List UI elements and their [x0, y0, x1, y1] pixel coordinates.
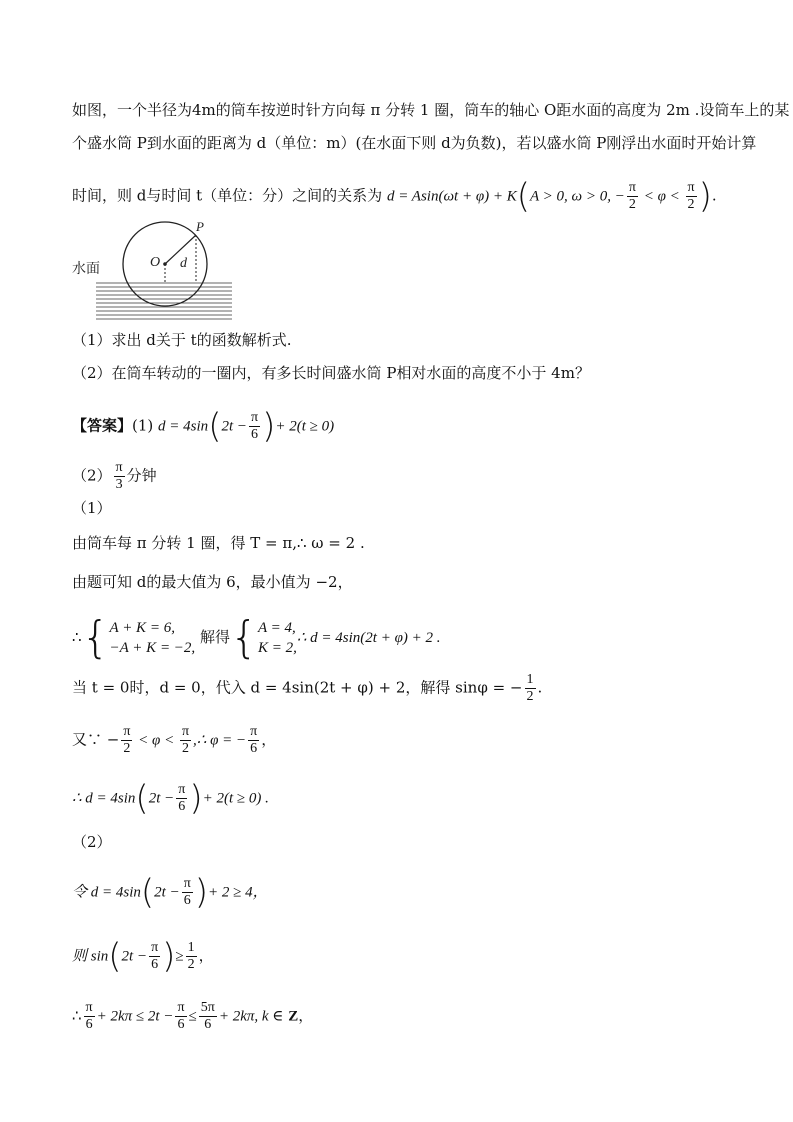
- answer-unit: 分钟: [126, 466, 157, 485]
- solution-1-line-1: 由筒车每 π 分转 1 圈，得 T = π,∴ ω = 2 .: [72, 534, 365, 552]
- solve-word: 解得: [199, 628, 230, 646]
- answer-formula: d = 4sin: [158, 418, 209, 435]
- solution-2-line-1: 令 d = 4sin(2t − $\frac{\pi}{6}$ )+ 2 ≥ 4，: [72, 872, 268, 913]
- solution-2-line-3-c: ≤: [188, 1008, 197, 1025]
- water-label: 水面: [72, 262, 100, 277]
- solution-2-line-1-a: 令 d = 4sin: [72, 884, 141, 901]
- equation-system-1: A + K = 6, −A + K = −2,: [109, 620, 196, 656]
- problem-line-3-text: 时间，则 d与时间 t（单位：分）之间的关系为: [72, 186, 387, 205]
- label-o: O: [150, 255, 161, 270]
- paren-close: ): [698, 176, 712, 217]
- equation-system-2: A = 4, K = 2,: [257, 620, 297, 656]
- problem-line-3: 时间，则 d与时间 t（单位：分）之间的关系为 d = Asin(ωt + φ) + K(A > 0, ω > 0, − $\frac{\pi}{2}$ < φ < $\frac{\pi}{2}$ ).: [72, 176, 717, 217]
- solution-2-line-3: ∴ $\frac{\pi}{6}$ + 2kπ ≤ 2t − $\frac{\pi}{6}$ ≤ $\frac{5\pi}{6}$ + 2kπ, k ∈ Z，: [72, 1000, 314, 1032]
- answer-tag: 【答案】: [72, 416, 133, 435]
- solution-2-line-2-tail: ≥: [175, 948, 184, 965]
- solution-1-line-5-b: < φ <: [134, 732, 178, 749]
- fraction-pi-over-6: $\frac{\pi}{6}$: [251, 410, 259, 442]
- solution-2-line-2-inner: 2t −: [121, 948, 148, 965]
- paren-open: (: [516, 176, 531, 217]
- solution-2-line-3-a: ∴: [72, 1006, 82, 1025]
- waterwheel-figure: [72, 215, 242, 325]
- fraction-1-over-2: $\frac{1}{2}$: [526, 672, 534, 704]
- label-d: d: [180, 256, 187, 271]
- water-hatching: [96, 283, 232, 319]
- solution-1-line-2: 由题可知 d的最大值为 6，最小值为 −2，: [72, 573, 353, 591]
- answer-inner: 2t −: [221, 418, 247, 435]
- solution-2-line-1-inner: 2t −: [154, 884, 180, 901]
- solution-1-line-4: 当 t = 0时，d = 0，代入 d = 4sin(2t + φ) + 2，解得 sinφ = − $\frac{1}{2}$ .: [72, 672, 543, 704]
- solution-1-line-5-a: 又∵ −: [72, 730, 120, 749]
- answer-tail: + 2(t ≥ 0): [275, 418, 335, 435]
- problem-line-2: 个盛水筒 P到水面的距离为 d（单位：m）(在水面下则 d为负数)，若以盛水筒 P刚浮出水面时开始计算: [72, 134, 757, 152]
- solution-1-line-3: ∴{ A + K = 6, −A + K = −2, 解得{ A = 4, K = 2, ∴ d = 4sin(2t + φ) + 2 .: [72, 612, 441, 663]
- fraction-pi-over-2b: $\frac{\pi}{2}$: [687, 180, 695, 212]
- fraction-pi-over-2: $\frac{\pi}{2}$: [628, 180, 636, 212]
- solution-2-label: （2）: [72, 833, 112, 851]
- condition-text: A > 0, ω > 0, −: [530, 188, 625, 205]
- solution-2-line-3-end: ，: [298, 1006, 314, 1025]
- therefore-symbol: ∴: [72, 628, 82, 646]
- solution-2-line-2: 则 sin(2t − $\frac{\pi}{6}$ )≥ $\frac{1}{2}$ ，: [72, 936, 214, 977]
- center-dot: [163, 262, 167, 266]
- condition-mid: < φ <: [639, 188, 684, 205]
- solution-1-line-5: 又∵ − $\frac{\pi}{2}$ < φ < $\frac{\pi}{2}$ ,∴ φ = − $\frac{\pi}{6}$ ，: [72, 724, 277, 756]
- relation-formula: d = Asin(ωt + φ) + K: [386, 188, 517, 205]
- solution-2-line-3-b: + 2kπ ≤ 2t −: [96, 1008, 174, 1025]
- solution-1-line-6: ∴ d = 4sin(2t − $\frac{\pi}{6}$ )+ 2(t ≥ 0) .: [72, 778, 269, 819]
- solution-1-line-6-a: ∴ d = 4sin: [72, 790, 136, 807]
- solution-2-line-3-d: + 2kπ, k ∈: [218, 1008, 284, 1025]
- answer-part-2: [72, 460, 157, 493]
- label-p: P: [196, 219, 204, 234]
- solution-1-line-4-text: 当 t = 0时，d = 0，代入 d = 4sin(2t + φ) + 2，解得 sinφ = −: [72, 678, 523, 697]
- solution-1-line-3-result: ∴ d = 4sin(2t + φ) + 2 .: [296, 630, 441, 646]
- solution-2-line-1-tail: + 2 ≥ 4，: [208, 884, 268, 901]
- question-2: （2）在筒车转动的一圈内，有多长时间盛水筒 P相对水面的高度不小于 4m？: [72, 364, 590, 382]
- solution-1-line-5-c: ,∴ φ = −: [193, 732, 247, 749]
- fraction-pi-over-3: $\frac{\pi}{3}$: [115, 460, 123, 492]
- question-1: （1）求出 d关于 t的函数解析式.: [72, 331, 292, 349]
- answer-part-1: 【答案】(1) d = 4sin(2t − $\frac{\pi}{6}$ )+ 2(t ≥ 0): [72, 406, 335, 447]
- solution-1-label: （1）: [72, 499, 112, 517]
- integer-set-symbol: Z: [288, 1008, 299, 1025]
- solution-1-line-6-tail: + 2(t ≥ 0) .: [202, 790, 269, 807]
- answer-part2-label: （2）: [72, 466, 112, 485]
- answer-part1-label: (1): [132, 416, 154, 435]
- solution-1-line-6-inner: 2t −: [148, 790, 175, 807]
- solution-2-line-2-a: 则 sin: [72, 948, 109, 965]
- problem-line-1: 如图，一个半径为4m的筒车按逆时针方向每 π 分转 1 圈，筒车的轴心 O距水面的高度为 2m .设筒车上的某: [72, 101, 790, 119]
